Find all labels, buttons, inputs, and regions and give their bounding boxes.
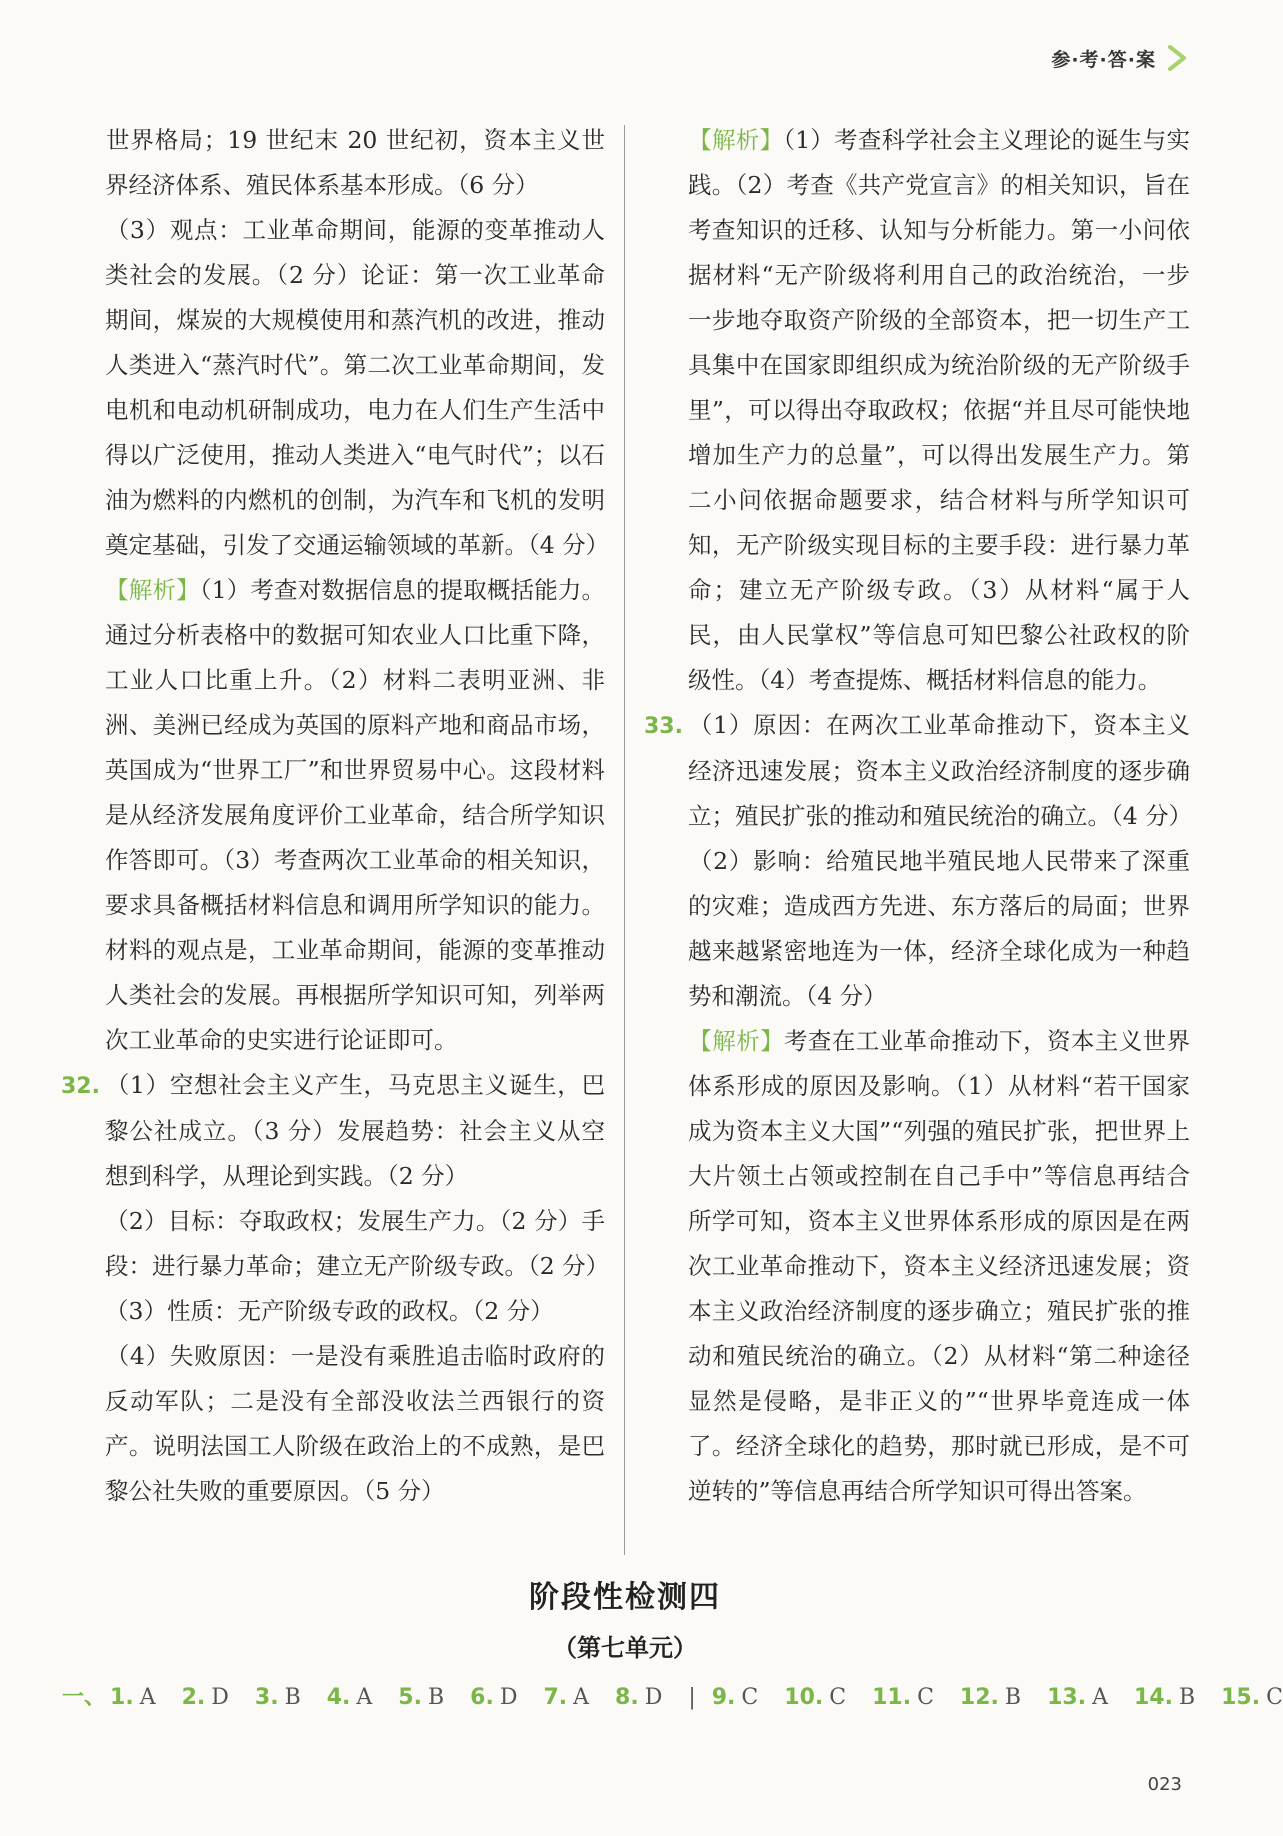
answer-item xyxy=(1221,1685,1283,1710)
paragraph-text: （1）原因：在两次工业革命推动下，资本主义经济迅速发展；资本主义政治经济制度的逐步确立；殖民扩张的推动和殖民统治的确立。（4 分） xyxy=(688,711,1193,830)
answer-item xyxy=(470,1685,517,1710)
analysis-tag: 【解析】 xyxy=(105,576,200,604)
part-label: 一、 xyxy=(62,1685,107,1710)
answer-letter: D xyxy=(499,1685,518,1710)
page-number: 023 xyxy=(1147,1774,1182,1795)
paragraph-text: （1）考查科学社会主义理论的诞生与实践。（2）考查《共产党宣言》的相关知识，旨在考查知识的迁移、认知与分析能力。第一小问依据材料“无产阶级将利用自己的政治统治，一步一步地夺取资产阶级的全部资本，把一切生产工具集中在国家即组织成为统治阶级的无产阶级手里”，可以得出夺取政权；依据“并且尽可能快地增加生产力的总量”，可以得出发展生产力。第二小问依据命题要求，结合材料与所学知识可知，无产阶级实现目标的主要手段：进行暴力革命；建立无产阶级专政。（3）从材料“属于人民，由人民掌权”等信息可知巴黎公社政权的阶级性。（4）考查提炼、概括材料信息的能力。 xyxy=(688,126,1191,694)
answer-item xyxy=(872,1685,934,1710)
answer-number: 7. xyxy=(543,1685,568,1710)
answer-letter: D xyxy=(211,1685,229,1710)
answer-item xyxy=(712,1685,759,1710)
answer-letter: B xyxy=(284,1685,301,1710)
answer-letter: C xyxy=(741,1685,759,1710)
left-column xyxy=(61,118,610,1514)
answer-number: 8. xyxy=(615,1685,639,1710)
question-number: 33. xyxy=(644,714,683,739)
answer-number: 13. xyxy=(1047,1685,1087,1710)
answer-letter: A xyxy=(1092,1685,1108,1710)
question-number: 32. xyxy=(61,1074,100,1099)
section-subtitle: （第七单元） xyxy=(553,1634,697,1662)
paragraph xyxy=(688,1019,1190,1514)
answer-item xyxy=(398,1685,444,1710)
answer-letter: C xyxy=(829,1685,847,1710)
paragraph xyxy=(105,1289,605,1334)
answer-letter: A xyxy=(139,1685,156,1710)
column-divider xyxy=(624,125,625,1555)
answer-letter: A xyxy=(356,1685,373,1710)
paragraph-text: （3）性质：无产阶级专政的政权。（2 分） xyxy=(105,1297,554,1325)
paragraph xyxy=(105,208,610,568)
answer-number: 2. xyxy=(181,1685,206,1710)
paragraph-text: （4）失败原因：一是没有乘胜追击临时政府的反动军队；二是没有全部没收法兰西银行的资产。说明法国工人阶级在政治上的不成熟，是巴黎公社失败的重要原因。（5 分） xyxy=(105,1342,605,1505)
analysis-tag: 【解析】 xyxy=(688,1027,785,1055)
paragraph-text: 考查在工业革命推动下，资本主义世界体系形成的原因及影响。（1）从材料“若干国家成为资本主义大国”“列强的殖民扩张，把世界上大片领土占领或控制在自己手中”等信息再结合所学可知，资本主义世界体系形成的原因是在两次工业革命推动下，资本主义经济迅速发展；资本主义政治经济制度的逐步确立；殖民扩张的推动和殖民统治的确立。（2）从材料“第二种途径显然是侵略，是非正义的”“世界毕竟连成一体了。经济全球化的趋势，那时就已形成，是不可逆转的”等信息再结合所学知识可得出答案。 xyxy=(688,1027,1191,1505)
paragraph xyxy=(688,118,1190,703)
header-label: 参·考·答·案 xyxy=(1051,48,1156,71)
answer-item xyxy=(784,1685,846,1710)
answer-key-row xyxy=(62,1680,1283,1711)
answer-item xyxy=(255,1685,301,1710)
answer-number: 5. xyxy=(398,1685,422,1710)
answer-letter: B xyxy=(1004,1685,1022,1710)
paragraph-text: （1）考查对数据信息的提取概括能力。通过分析表格中的数据可知农业人口比重下降，工业人口比重上升。（2）材料二表明亚洲、非洲、美洲已经成为英国的原料产地和商品市场，英国成为“世界工厂”和世界贸易中心。这段材料是从经济发展角度评价工业革命，结合所学知识作答即可。（3）考查两次工业革命的相关知识，要求具备概括材料信息和调用所学知识的能力。材料的观点是，工业革命期间，能源的变革推动人类社会的发展。再根据所学知识可知，列举两次工业革命的史实进行论证即可。 xyxy=(105,576,605,1054)
paragraph-text: 世界格局；19 世纪末 20 世纪初，资本主义世界经济体系、殖民体系基本形成。（6 分） xyxy=(105,126,605,199)
paragraph xyxy=(105,1199,610,1289)
answer-item xyxy=(543,1685,589,1710)
answer-number: 15. xyxy=(1221,1685,1261,1710)
answer-item xyxy=(615,1685,662,1710)
answer-number: 14. xyxy=(1133,1685,1173,1710)
answer-letter: D xyxy=(644,1685,663,1710)
answer-number: 3. xyxy=(254,1685,279,1710)
answer-letter: C xyxy=(917,1685,934,1710)
paragraph-text: （2）影响：给殖民地半殖民地人民带来了深重的灾难；造成西方先进、东方落后的局面；世界越来越紧密地连为一体，经济全球化成为一种趋势和潮流。（4 分） xyxy=(688,847,1190,1010)
answer-number: 1. xyxy=(110,1685,134,1710)
answer-letter: C xyxy=(1266,1685,1283,1710)
analysis-tag: 【解析】 xyxy=(688,126,784,154)
paragraph xyxy=(61,1063,605,1199)
answer-letter: A xyxy=(573,1685,590,1710)
answer-item xyxy=(1047,1685,1108,1710)
paragraph xyxy=(688,839,1190,1019)
answer-letter: B xyxy=(427,1685,445,1710)
paragraph xyxy=(105,568,605,1063)
answer-number: 4. xyxy=(326,1685,351,1710)
answer-item xyxy=(182,1685,229,1710)
answer-number: 10. xyxy=(784,1685,824,1710)
right-column xyxy=(644,118,1193,1514)
paragraph-text: （3）观点：工业革命期间，能源的变革推动人类社会的发展。（2 分）论证：第一次工业革命期间，煤炭的大规模使用和蒸汽机的改进，推动人类进入“蒸汽时代”。第二次工业革命期间，发电机和电动机研制成功，电力在人们生产生活中得以广泛使用，推动人类进入“电气时代”；以石油为燃料的内燃机的创制，为汽车和飞机的发明奠定基础，引发了交通运输领域的革新。（4 分） xyxy=(105,216,610,559)
answer-separator: | xyxy=(688,1685,696,1710)
answer-number: 12. xyxy=(959,1685,999,1710)
paragraph-text: （1）空想社会主义产生，马克思主义诞生，巴黎公社成立。（3 分）发展趋势：社会主义从空想到科学，从理论到实践。（2 分） xyxy=(105,1071,605,1190)
answer-item xyxy=(960,1685,1021,1710)
answer-letter: B xyxy=(1178,1685,1196,1710)
page-header xyxy=(1051,44,1192,72)
paragraph xyxy=(644,703,1193,839)
answer-item xyxy=(1134,1685,1195,1710)
answer-item xyxy=(110,1685,156,1710)
answer-number: 11. xyxy=(872,1685,912,1710)
answer-number: 9. xyxy=(711,1685,736,1710)
paragraph xyxy=(105,118,605,208)
answer-item xyxy=(327,1685,373,1710)
answer-number: 6. xyxy=(470,1685,494,1710)
paragraph xyxy=(105,1334,605,1514)
section-title: 阶段性检测四 xyxy=(529,1580,721,1615)
chevron-right-icon xyxy=(1164,44,1192,72)
paragraph-text: （2）目标：夺取政权；发展生产力。（2 分）手段：进行暴力革命；建立无产阶级专政。（2 分） xyxy=(105,1207,610,1280)
